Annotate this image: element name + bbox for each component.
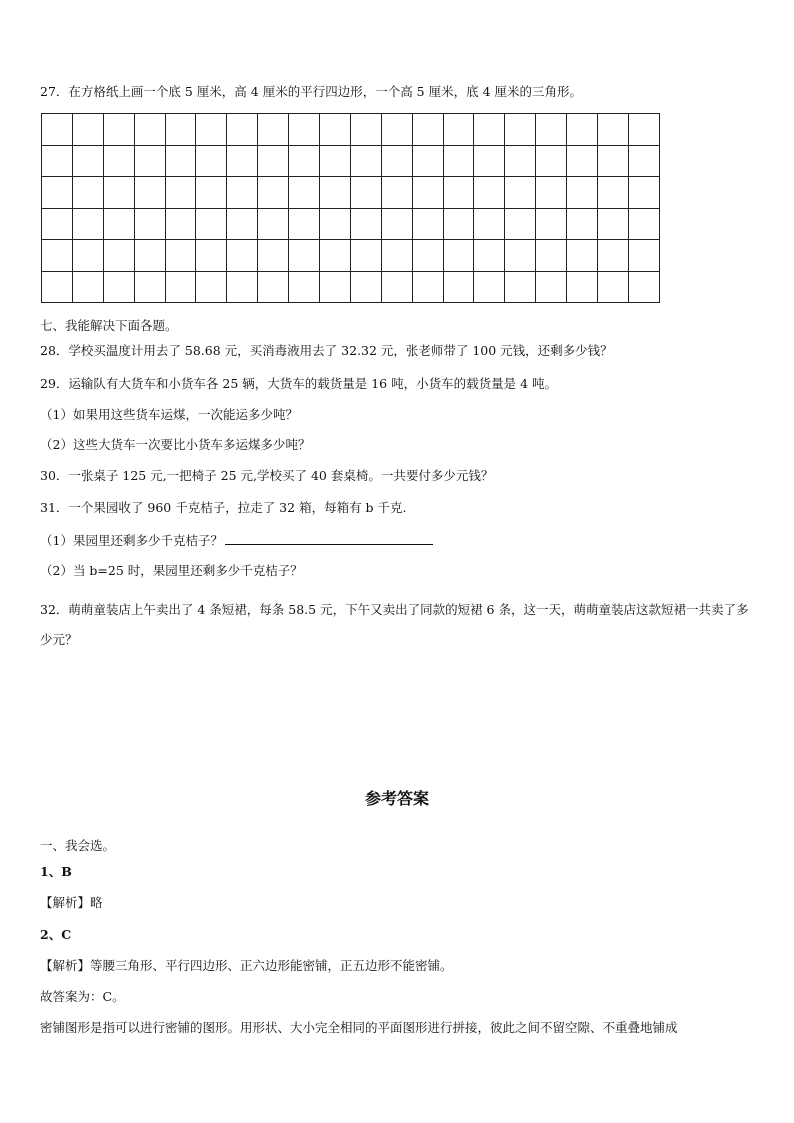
grid-cell xyxy=(474,240,505,272)
answer-2: 2、C xyxy=(40,927,72,942)
grid-cell xyxy=(227,208,258,240)
answer-blank-line xyxy=(225,532,433,545)
grid-cell xyxy=(320,271,351,303)
grid-cell xyxy=(72,271,103,303)
grid-cell xyxy=(505,271,536,303)
grid-cell xyxy=(165,208,196,240)
grid-cell xyxy=(289,208,320,240)
grid-cell xyxy=(134,177,165,209)
grid-cell xyxy=(628,177,659,209)
grid-cell xyxy=(443,145,474,177)
grid-cell xyxy=(412,114,443,146)
grid-cell xyxy=(443,240,474,272)
grid-cell xyxy=(258,177,289,209)
grid-row xyxy=(42,177,660,209)
grid-cell xyxy=(42,177,73,209)
grid-cell xyxy=(320,208,351,240)
grid-cell xyxy=(505,145,536,177)
grid-cell xyxy=(72,177,103,209)
grid-cell xyxy=(350,240,381,272)
grid-cell xyxy=(381,177,412,209)
grid-cell xyxy=(196,145,227,177)
grid-cell xyxy=(443,177,474,209)
grid-cell xyxy=(227,177,258,209)
square-grid-paper xyxy=(41,113,660,303)
grid-cell xyxy=(258,208,289,240)
grid-cell xyxy=(72,114,103,146)
grid-cell xyxy=(227,271,258,303)
grid-cell xyxy=(536,208,567,240)
answers-section-1: 一、我会选。 xyxy=(40,838,116,853)
grid-row xyxy=(42,240,660,272)
grid-cell xyxy=(505,177,536,209)
section-7-heading: 七、我能解决下面各题。 xyxy=(40,318,178,333)
grid-cell xyxy=(443,208,474,240)
grid-cell xyxy=(474,271,505,303)
grid-cell xyxy=(567,240,598,272)
grid-cell xyxy=(320,114,351,146)
grid-cell xyxy=(196,208,227,240)
grid-cell xyxy=(350,114,381,146)
answer-1: 1、B xyxy=(40,864,72,879)
grid-cell xyxy=(165,240,196,272)
question-31-part-1 xyxy=(40,532,433,549)
grid-cell xyxy=(134,208,165,240)
grid-cell xyxy=(567,208,598,240)
grid-cell xyxy=(72,240,103,272)
grid-cell xyxy=(42,208,73,240)
grid-cell xyxy=(134,240,165,272)
grid-cell xyxy=(103,145,134,177)
grid-cell xyxy=(42,240,73,272)
grid-cell xyxy=(474,114,505,146)
grid-cell xyxy=(196,114,227,146)
grid-cell xyxy=(412,240,443,272)
grid-cell xyxy=(598,240,629,272)
grid-cell xyxy=(103,271,134,303)
grid-cell xyxy=(289,145,320,177)
grid-cell xyxy=(103,240,134,272)
question-29: 29．运输队有大货车和小货车各 25 辆，大货车的载货量是 16 吨，小货车的载货量是 4 吨。 xyxy=(40,376,558,391)
grid-cell xyxy=(227,114,258,146)
answer-2-conclusion: 故答案为：C。 xyxy=(40,989,125,1004)
grid-cell xyxy=(381,271,412,303)
grid-row xyxy=(42,271,660,303)
answer-2-note: 密铺图形是指可以进行密铺的图形。用形状、大小完全相同的平面图形进行拼接，彼此之间不留空隙、不重叠地铺成 xyxy=(40,1020,678,1035)
grid-cell xyxy=(350,177,381,209)
grid-cell xyxy=(227,145,258,177)
grid-cell xyxy=(258,271,289,303)
grid-cell xyxy=(165,114,196,146)
grid-cell xyxy=(258,145,289,177)
question-31: 31．一个果园收了 960 千克桔子，拉走了 32 箱，每箱有 b 千克. xyxy=(40,500,407,515)
grid-cell xyxy=(474,177,505,209)
grid-cell xyxy=(42,271,73,303)
grid-cell xyxy=(505,208,536,240)
grid-cell xyxy=(628,208,659,240)
grid-cell xyxy=(350,271,381,303)
grid-cell xyxy=(320,240,351,272)
grid-cell xyxy=(567,271,598,303)
grid-cell xyxy=(412,145,443,177)
grid-cell xyxy=(258,114,289,146)
grid-cell xyxy=(103,208,134,240)
grid-cell xyxy=(536,145,567,177)
grid-cell xyxy=(196,177,227,209)
grid-cell xyxy=(567,177,598,209)
grid-cell xyxy=(598,208,629,240)
grid-cell xyxy=(443,271,474,303)
grid-cell xyxy=(381,114,412,146)
grid-cell xyxy=(165,271,196,303)
answers-title: 参考答案 xyxy=(364,789,429,808)
grid-cell xyxy=(289,177,320,209)
grid-cell xyxy=(196,240,227,272)
grid-row xyxy=(42,114,660,146)
grid-cell xyxy=(350,208,381,240)
grid-cell xyxy=(42,145,73,177)
question-29-part-2: （2）这些大货车一次要比小货车多运煤多少吨？ xyxy=(40,437,311,452)
grid-cell xyxy=(103,114,134,146)
grid-cell xyxy=(381,208,412,240)
grid-cell xyxy=(536,114,567,146)
grid-cell xyxy=(628,114,659,146)
grid-cell xyxy=(536,240,567,272)
grid-cell xyxy=(505,240,536,272)
grid-cell xyxy=(320,177,351,209)
grid-cell xyxy=(350,145,381,177)
grid-cell xyxy=(598,271,629,303)
question-31-part-2: （2）当 b=25 时，果园里还剩多少千克桔子？ xyxy=(40,563,303,578)
grid-cell xyxy=(42,114,73,146)
grid-cell xyxy=(381,240,412,272)
grid-row xyxy=(42,145,660,177)
grid-cell xyxy=(474,208,505,240)
grid-cell xyxy=(134,271,165,303)
grid-row xyxy=(42,208,660,240)
grid-cell xyxy=(134,145,165,177)
grid-cell xyxy=(289,271,320,303)
grid-cell xyxy=(165,145,196,177)
grid-cell xyxy=(320,145,351,177)
grid-cell xyxy=(628,240,659,272)
grid-cell xyxy=(196,271,227,303)
grid-cell xyxy=(598,177,629,209)
grid-cell xyxy=(628,271,659,303)
grid-cell xyxy=(536,177,567,209)
question-32: 32．萌萌童装店上午卖出了 4 条短裙，每条 58.5 元，下午又卖出了同款的短裙 6 条，这一天，萌萌童装店这款短裙一共卖了多少元？ xyxy=(40,602,749,647)
grid-cell xyxy=(165,177,196,209)
grid-cell xyxy=(567,114,598,146)
grid-cell xyxy=(412,271,443,303)
grid-cell xyxy=(536,271,567,303)
answer-2-explanation: 【解析】等腰三角形、平行四边形、正六边形能密铺，正五边形不能密铺。 xyxy=(40,958,453,973)
question-27: 27．在方格纸上画一个底 5 厘米，高 4 厘米的平行四边形，一个高 5 厘米，底 4 厘米的三角形。 xyxy=(40,84,583,99)
grid-cell xyxy=(567,145,598,177)
grid-cell xyxy=(72,145,103,177)
grid-cell xyxy=(227,240,258,272)
grid-cell xyxy=(598,114,629,146)
grid-cell xyxy=(381,145,412,177)
grid-cell xyxy=(412,177,443,209)
question-28: 28．学校买温度计用去了 58.68 元，买消毒液用去了 32.32 元，张老师带了 100 元钱，还剩多少钱？ xyxy=(40,343,613,358)
grid-cell xyxy=(505,114,536,146)
answer-1-explanation: 【解析】略 xyxy=(40,895,103,910)
grid-cell xyxy=(289,240,320,272)
grid-cell xyxy=(628,145,659,177)
grid-cell xyxy=(134,114,165,146)
grid-cell xyxy=(412,208,443,240)
grid-cell xyxy=(474,145,505,177)
question-29-part-1: （1）如果用这些货车运煤，一次能运多少吨？ xyxy=(40,407,298,422)
grid-cell xyxy=(258,240,289,272)
question-30: 30．一张桌子 125 元,一把椅子 25 元,学校买了 40 套桌椅。一共要付多少元钱？ xyxy=(40,468,494,483)
question-31-part-1-text: （1）果园里还剩多少千克桔子？ xyxy=(40,533,223,548)
grid-cell xyxy=(72,208,103,240)
grid-cell xyxy=(289,114,320,146)
grid-cell xyxy=(598,145,629,177)
grid-cell xyxy=(103,177,134,209)
grid-cell xyxy=(443,114,474,146)
